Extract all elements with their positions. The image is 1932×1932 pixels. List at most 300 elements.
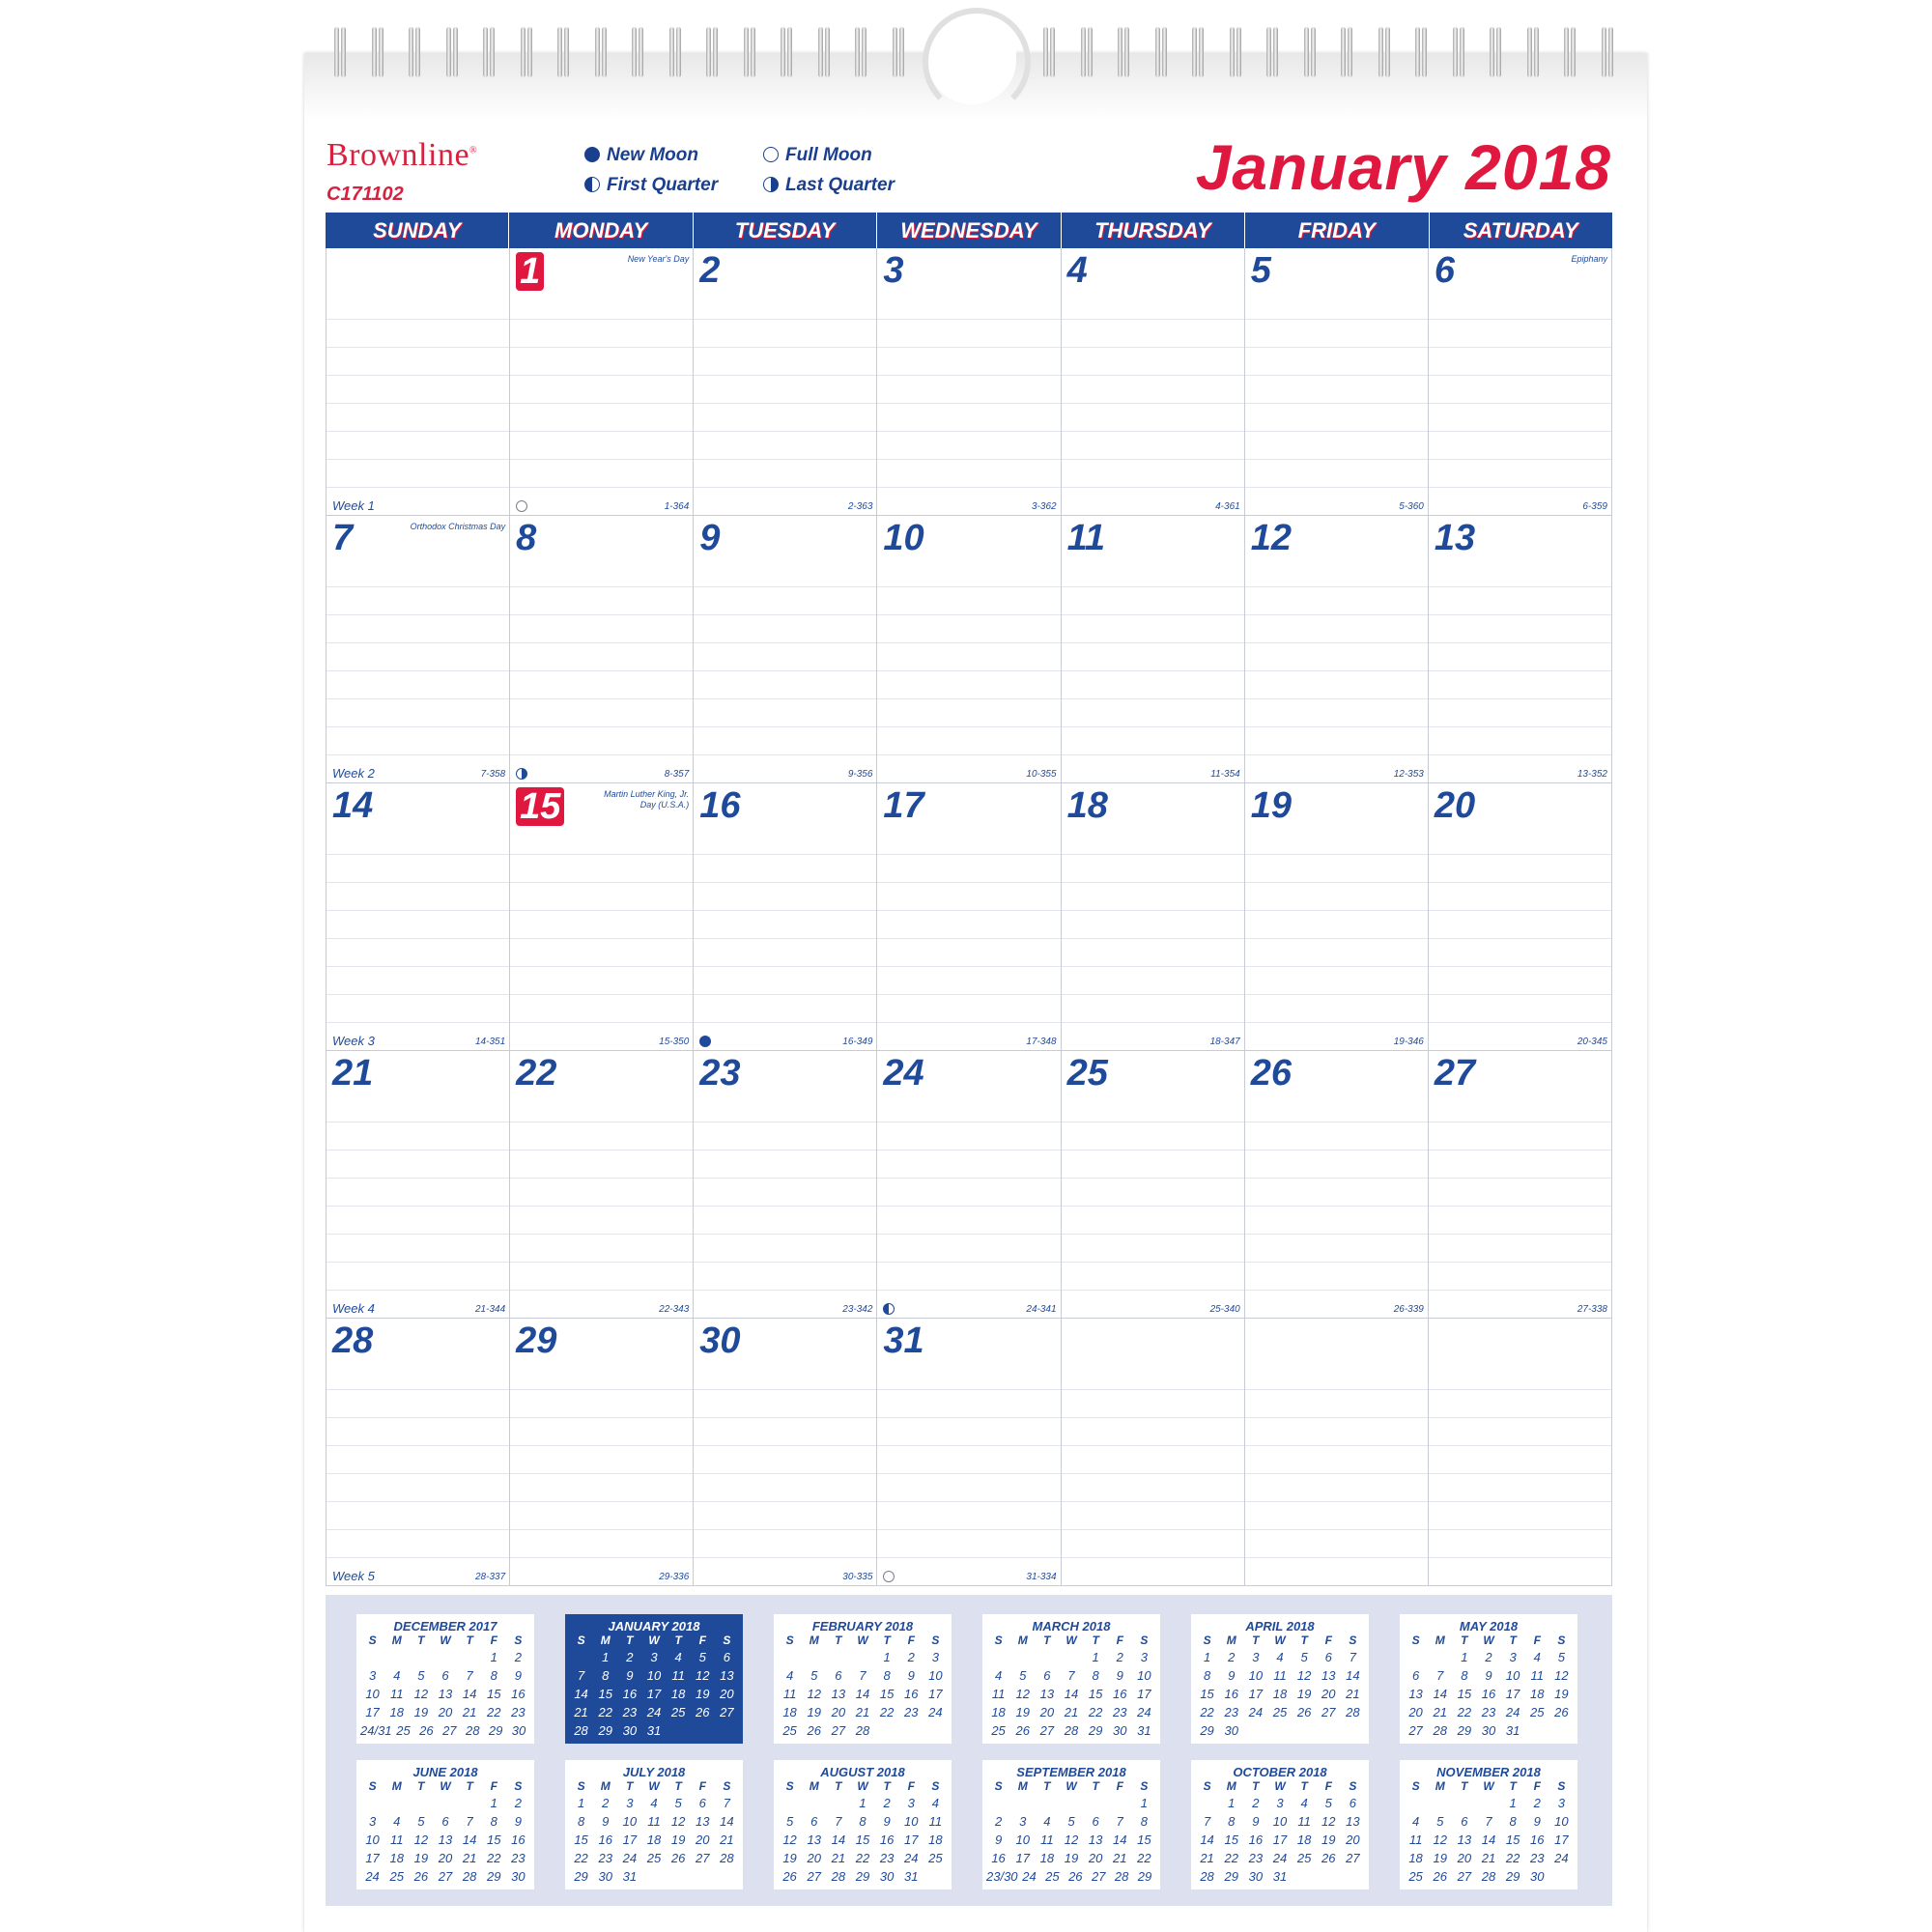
mini-day: 20 <box>1346 1833 1360 1847</box>
mini-day: 30 <box>622 1723 638 1738</box>
mini-day: 9 <box>994 1833 1003 1847</box>
mini-day: 15 <box>487 1833 501 1847</box>
mini-day: 2 <box>1252 1796 1260 1810</box>
day-count: 26-339 <box>1393 1304 1424 1315</box>
day-number: 31 <box>883 1321 924 1361</box>
mini-day: 16 <box>1530 1833 1545 1847</box>
legend-first-quarter: First Quarter <box>584 175 718 196</box>
day-cell[interactable] <box>1062 248 1245 516</box>
mini-day: 15 <box>1505 1833 1520 1847</box>
mini-day: 30 <box>1248 1869 1264 1884</box>
mini-weekday-label: S <box>1349 1779 1357 1793</box>
mini-week-row <box>1400 1666 1577 1685</box>
mini-day: 25 <box>1408 1869 1423 1884</box>
mini-day: 18 <box>1408 1851 1423 1865</box>
day-number: 19 <box>1250 785 1292 826</box>
mini-day: 8 <box>1140 1814 1149 1829</box>
mini-day: 27 <box>1039 1723 1055 1738</box>
weeks <box>326 248 1612 1586</box>
mini-day: 6 <box>1461 1814 1468 1829</box>
mini-day <box>1317 1721 1341 1740</box>
mini-day: 10 <box>1272 1814 1288 1829</box>
day-cell[interactable] <box>694 1051 877 1319</box>
day-count: 8-357 <box>664 769 690 780</box>
mini-day: 18 <box>1296 1833 1312 1847</box>
mini-day: 8 <box>577 1814 585 1829</box>
mini-day: 25 <box>1530 1705 1545 1719</box>
mini-weekday-label: F <box>1533 1634 1541 1647</box>
new-moon-icon <box>584 147 600 162</box>
mini-day: 4 <box>994 1668 1003 1683</box>
mini-week-row <box>982 1685 1160 1703</box>
mini-day: 23 <box>622 1705 638 1719</box>
mini-day: 8 <box>883 1668 891 1683</box>
mini-day: 1 <box>883 1650 891 1664</box>
mini-weekday-label: S <box>931 1779 940 1793</box>
full-moon-icon <box>883 1571 895 1582</box>
mini-day: 26 <box>782 1869 797 1884</box>
day-cell[interactable] <box>1062 1319 1245 1586</box>
mini-day <box>1428 1794 1452 1812</box>
weekday-label: MONDAY <box>509 213 693 248</box>
mini-week-row <box>1191 1703 1369 1721</box>
day-cell[interactable] <box>1429 248 1612 516</box>
mini-day: 26 <box>670 1851 686 1865</box>
mini-day: 27 <box>1091 1869 1106 1884</box>
mini-day: 4 <box>1411 1814 1420 1829</box>
day-count: 1-364 <box>664 501 690 512</box>
mini-day: 7 <box>577 1668 585 1683</box>
binding-coil <box>1415 27 1429 77</box>
mini-day: 20 <box>831 1705 846 1719</box>
mini-calendar-title: APRIL 2018 <box>1245 1619 1315 1634</box>
mini-weekday-label: T <box>626 1634 634 1647</box>
mini-day <box>1059 1794 1083 1812</box>
mini-day: 11 <box>1297 1814 1311 1829</box>
mini-day: 15 <box>574 1833 588 1847</box>
mini-day: 1 <box>1228 1796 1236 1810</box>
mini-week-row <box>356 1721 534 1740</box>
mini-day: 24 <box>365 1869 380 1884</box>
mini-day <box>1549 1721 1574 1740</box>
day-number: 24 <box>883 1053 924 1094</box>
mini-day: 24 <box>1272 1851 1288 1865</box>
mini-day: 7 <box>723 1796 731 1810</box>
mini-day <box>778 1648 802 1666</box>
mini-day: 11 <box>1040 1833 1054 1847</box>
mini-day <box>1452 1794 1476 1812</box>
day-cell[interactable] <box>877 783 1061 1051</box>
mini-week-row <box>982 1831 1160 1849</box>
day-cell[interactable] <box>1245 516 1429 783</box>
mini-day: 14 <box>574 1687 588 1701</box>
mini-day: 10 <box>1015 1833 1030 1847</box>
mini-day: 26 <box>419 1723 434 1738</box>
mini-week-row <box>774 1812 952 1831</box>
mini-week-row <box>1400 1721 1577 1740</box>
mini-day: 2 <box>907 1650 915 1664</box>
mini-week-row <box>356 1685 534 1703</box>
mini-week-row <box>1191 1685 1369 1703</box>
mini-weekday-label: T <box>417 1634 425 1647</box>
mini-day: 26 <box>1321 1851 1336 1865</box>
mini-week-row <box>1191 1867 1369 1886</box>
mini-day: 17 <box>646 1687 662 1701</box>
mini-weekday-row <box>1191 1779 1369 1794</box>
mini-day: 19 <box>670 1833 686 1847</box>
day-cell[interactable] <box>510 516 694 783</box>
mini-day <box>458 1794 482 1812</box>
mini-day: 15 <box>1224 1833 1238 1847</box>
mini-weekday-label: F <box>1324 1634 1332 1647</box>
day-cell[interactable] <box>510 1319 694 1586</box>
mini-day: 23 <box>1113 1705 1127 1719</box>
mini-week-row <box>356 1648 534 1666</box>
mini-week-row <box>356 1794 534 1812</box>
day-cell[interactable] <box>877 1051 1061 1319</box>
mini-day <box>1428 1648 1452 1666</box>
day-cell[interactable] <box>510 783 694 1051</box>
day-count: 21-344 <box>475 1304 506 1315</box>
binding-coil <box>1118 27 1131 77</box>
mini-week-row <box>1400 1849 1577 1867</box>
mini-weekday-label: M <box>1017 1634 1028 1647</box>
mini-weekday-label: F <box>907 1779 915 1793</box>
mini-day: 3 <box>1509 1650 1517 1664</box>
mini-day: 29 <box>1457 1723 1472 1738</box>
mini-weekday-row <box>1400 1634 1577 1648</box>
mini-day: 4 <box>1276 1650 1284 1664</box>
mini-day: 16 <box>1224 1687 1238 1701</box>
mini-day: 28 <box>1346 1705 1360 1719</box>
day-cell[interactable] <box>327 248 510 516</box>
day-cell[interactable] <box>1429 516 1612 783</box>
day-cell[interactable] <box>510 248 694 516</box>
mini-day: 17 <box>1505 1687 1520 1701</box>
mini-day: 13 <box>1408 1687 1423 1701</box>
day-number: 17 <box>883 785 924 826</box>
mini-calendar <box>1191 1760 1369 1889</box>
mini-day <box>433 1648 457 1666</box>
mini-day: 19 <box>1554 1687 1569 1701</box>
mini-day: 23/30 <box>986 1869 1018 1884</box>
mini-day: 1 <box>490 1796 497 1810</box>
mini-day <box>569 1648 593 1666</box>
day-cell[interactable] <box>327 783 510 1051</box>
mini-day: 12 <box>1321 1814 1336 1829</box>
mini-day: 12 <box>1296 1668 1312 1683</box>
holiday-label: New Year's Day <box>627 254 690 264</box>
day-number: 7 <box>332 518 354 558</box>
mini-weekday-label: W <box>1065 1779 1077 1793</box>
mini-weekday-label: T <box>883 1634 891 1647</box>
mini-day: 21 <box>1064 1705 1079 1719</box>
mini-day: 18 <box>670 1687 686 1701</box>
binding-coil <box>1341 27 1354 77</box>
day-number: 3 <box>883 250 904 291</box>
mini-calendar-title: JUNE 2018 <box>412 1765 478 1779</box>
mini-day: 23 <box>511 1851 526 1865</box>
day-cell[interactable] <box>1245 248 1429 516</box>
mini-day: 5 <box>698 1650 706 1664</box>
mini-weekday-label: W <box>857 1779 868 1793</box>
first-quarter-moon-icon <box>584 177 600 192</box>
day-cell[interactable] <box>694 1319 877 1586</box>
mini-day: 4 <box>1043 1814 1051 1829</box>
mini-day: 28 <box>855 1723 870 1738</box>
mini-day: 27 <box>831 1723 846 1738</box>
mini-weekday-row <box>1191 1634 1369 1648</box>
mini-week-row <box>565 1831 743 1849</box>
mini-day <box>458 1648 482 1666</box>
day-cell[interactable] <box>1062 516 1245 783</box>
mini-day <box>1404 1648 1428 1666</box>
day-cell[interactable] <box>877 248 1061 516</box>
mini-day: 8 <box>1461 1668 1468 1683</box>
mini-weekday-label: S <box>1203 1634 1211 1647</box>
mini-day: 15 <box>1457 1687 1472 1701</box>
day-cell[interactable] <box>694 516 877 783</box>
mini-day: 21 <box>1433 1705 1447 1719</box>
mini-day: 29 <box>1505 1869 1520 1884</box>
mini-day: 27 <box>438 1869 453 1884</box>
mini-week-row <box>1400 1794 1577 1812</box>
mini-day: 6 <box>698 1796 706 1810</box>
mini-calendar <box>565 1760 743 1889</box>
mini-day: 3 <box>931 1650 940 1664</box>
day-number: 16 <box>699 785 741 826</box>
mini-day: 24 <box>1505 1705 1520 1719</box>
mini-week-row <box>565 1721 743 1740</box>
mini-day: 29 <box>488 1723 503 1738</box>
mini-day: 3 <box>650 1650 658 1664</box>
mini-day: 18 <box>646 1833 662 1847</box>
mini-weekday-label: M <box>809 1634 819 1647</box>
week-row <box>327 783 1612 1051</box>
mini-day: 23 <box>1481 1705 1496 1719</box>
mini-day: 21 <box>1113 1851 1127 1865</box>
mini-weekday-row <box>1400 1779 1577 1794</box>
mini-day: 13 <box>438 1833 453 1847</box>
day-cell[interactable] <box>1062 1051 1245 1319</box>
mini-day: 6 <box>835 1668 842 1683</box>
mini-day: 5 <box>674 1796 682 1810</box>
mini-day: 20 <box>1457 1851 1472 1865</box>
mini-day: 9 <box>883 1814 891 1829</box>
mini-day: 19 <box>1064 1851 1079 1865</box>
mini-weekday-label: T <box>1509 1779 1517 1793</box>
mini-day: 6 <box>441 1668 449 1683</box>
day-count: 3-362 <box>1031 501 1057 512</box>
mini-day <box>1267 1721 1292 1740</box>
binding-coil <box>1527 27 1541 77</box>
mini-day: 19 <box>1321 1833 1336 1847</box>
mini-day: 22 <box>879 1705 895 1719</box>
mini-day: 27 <box>720 1705 734 1719</box>
legend-full-moon: Full Moon <box>763 145 872 166</box>
mini-day <box>1035 1794 1059 1812</box>
week-row <box>327 248 1612 516</box>
mini-day: 9 <box>602 1814 610 1829</box>
mini-day: 22 <box>1457 1705 1472 1719</box>
day-cell[interactable] <box>694 783 877 1051</box>
day-cell[interactable] <box>1245 1319 1429 1586</box>
mini-day: 11 <box>671 1668 685 1683</box>
mini-day: 30 <box>598 1869 612 1884</box>
mini-day: 19 <box>807 1705 821 1719</box>
mini-day: 24/31 <box>360 1723 392 1738</box>
day-count: 22-343 <box>659 1304 690 1315</box>
mini-weekday-label: S <box>723 1634 731 1647</box>
mini-day: 19 <box>1015 1705 1030 1719</box>
mini-day: 18 <box>389 1851 404 1865</box>
mini-week-row <box>565 1666 743 1685</box>
mini-day: 21 <box>574 1705 588 1719</box>
mini-day: 7 <box>466 1668 473 1683</box>
day-cell[interactable] <box>1245 1051 1429 1319</box>
mini-day: 23 <box>904 1705 919 1719</box>
mini-day: 13 <box>438 1687 453 1701</box>
day-number: 10 <box>883 518 924 558</box>
day-cell[interactable] <box>1429 783 1612 1051</box>
mini-day: 23 <box>1530 1851 1545 1865</box>
day-cell[interactable] <box>694 248 877 516</box>
mini-day <box>1243 1721 1267 1740</box>
mini-day: 9 <box>1252 1814 1260 1829</box>
day-cell[interactable] <box>877 1319 1061 1586</box>
mini-day: 7 <box>1067 1668 1075 1683</box>
mini-day <box>715 1721 739 1740</box>
day-cell[interactable] <box>327 516 510 783</box>
week-number-label: Week 1 <box>332 498 375 513</box>
mini-day: 30 <box>511 1723 526 1738</box>
mini-day: 28 <box>831 1869 846 1884</box>
new-moon-icon <box>699 1036 711 1047</box>
mini-day <box>1341 1721 1365 1740</box>
mini-day: 28 <box>465 1723 480 1738</box>
mini-day: 28 <box>1064 1723 1079 1738</box>
mini-day: 3 <box>1557 1796 1566 1810</box>
mini-weekday-label: W <box>1274 1779 1286 1793</box>
mini-weekday-label: T <box>1461 1634 1468 1647</box>
mini-day: 14 <box>831 1833 846 1847</box>
mini-week-row <box>565 1648 743 1666</box>
day-cell[interactable] <box>1429 1051 1612 1319</box>
mini-day <box>1476 1794 1500 1812</box>
full-moon-icon <box>516 500 527 512</box>
mini-weekday-label: T <box>1092 1634 1099 1647</box>
mini-weekday-label: T <box>1252 1634 1260 1647</box>
mini-weekday-row <box>356 1779 534 1794</box>
binding-coil <box>855 27 868 77</box>
mini-day: 20 <box>438 1705 453 1719</box>
mini-day: 24 <box>1554 1851 1569 1865</box>
mini-day: 9 <box>907 1668 915 1683</box>
mini-day: 6 <box>1324 1650 1332 1664</box>
day-cell[interactable] <box>877 516 1061 783</box>
mini-weekday-label: F <box>490 1634 497 1647</box>
mini-day <box>409 1648 433 1666</box>
mini-day <box>1108 1794 1132 1812</box>
binding-coil <box>744 27 757 77</box>
day-cell[interactable] <box>510 1051 694 1319</box>
day-number: 22 <box>516 1053 557 1094</box>
mini-day: 15 <box>598 1687 612 1701</box>
mini-day: 14 <box>462 1687 477 1701</box>
mini-day: 29 <box>574 1869 588 1884</box>
mini-day: 15 <box>1200 1687 1214 1701</box>
mini-day <box>923 1721 948 1740</box>
mini-day: 26 <box>807 1723 821 1738</box>
mini-day: 10 <box>904 1814 919 1829</box>
mini-day: 14 <box>1200 1833 1214 1847</box>
mini-day: 16 <box>991 1851 1006 1865</box>
day-cell[interactable] <box>327 1051 510 1319</box>
mini-weekday-label: W <box>857 1634 868 1647</box>
mini-day: 9 <box>1485 1668 1492 1683</box>
mini-day: 28 <box>574 1723 588 1738</box>
binding-coil <box>557 27 571 77</box>
mini-day: 5 <box>1557 1650 1566 1664</box>
mini-day <box>1195 1794 1219 1812</box>
mini-day: 28 <box>1200 1869 1214 1884</box>
day-number: 23 <box>699 1053 741 1094</box>
day-count: 29-336 <box>659 1572 690 1582</box>
binding-coil <box>521 27 534 77</box>
mini-week-row <box>1400 1685 1577 1703</box>
mini-day: 26 <box>1554 1705 1569 1719</box>
day-count: 2-363 <box>847 501 873 512</box>
mini-day: 25 <box>1045 1869 1060 1884</box>
mini-week-row <box>774 1849 952 1867</box>
mini-day: 12 <box>670 1814 686 1829</box>
mini-weekday-label: S <box>785 1779 794 1793</box>
mini-day: 8 <box>1509 1814 1517 1829</box>
day-number: 12 <box>1250 518 1292 558</box>
week-row <box>327 1051 1612 1319</box>
mini-day: 25 <box>1296 1851 1312 1865</box>
mini-day: 10 <box>928 1668 943 1683</box>
day-cell[interactable] <box>1429 1319 1612 1586</box>
mini-calendar-title: NOVEMBER 2018 <box>1436 1765 1541 1779</box>
day-cell[interactable] <box>327 1319 510 1586</box>
mini-day: 16 <box>1481 1687 1496 1701</box>
day-number: 29 <box>516 1321 557 1361</box>
mini-day: 6 <box>810 1814 818 1829</box>
mini-day: 21 <box>462 1705 477 1719</box>
mini-week-row <box>356 1703 534 1721</box>
mini-day <box>1404 1794 1428 1812</box>
day-cell[interactable] <box>1062 783 1245 1051</box>
mini-day: 7 <box>1349 1650 1357 1664</box>
mini-day: 3 <box>1276 1796 1284 1810</box>
mini-day <box>360 1794 384 1812</box>
binding-coil <box>1602 27 1615 77</box>
mini-day: 13 <box>1346 1814 1360 1829</box>
mini-calendar <box>1400 1760 1577 1889</box>
mini-day: 13 <box>720 1668 734 1683</box>
day-cell[interactable] <box>1245 783 1429 1051</box>
binding-coil <box>1378 27 1392 77</box>
mini-day: 7 <box>1116 1814 1123 1829</box>
mini-day: 1 <box>577 1796 585 1810</box>
mini-week-row <box>1191 1849 1369 1867</box>
mini-day: 1 <box>1509 1796 1517 1810</box>
mini-day: 10 <box>1248 1668 1264 1683</box>
mini-weekday-row <box>982 1634 1160 1648</box>
mini-day <box>923 1867 948 1886</box>
mini-day: 27 <box>442 1723 457 1738</box>
